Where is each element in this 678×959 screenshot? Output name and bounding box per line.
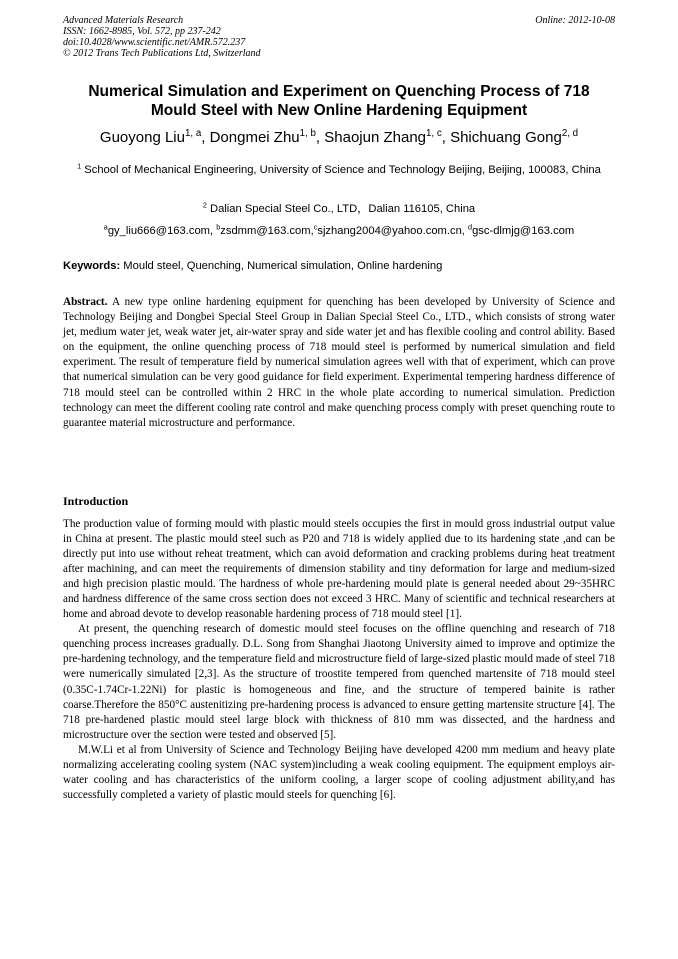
keywords-text: Mould steel, Quenching, Numerical simulation, Online hardening [120,260,443,272]
affiliation-2 [63,202,615,217]
author-affiliation-mark: 1, a [184,128,202,139]
affiliation-1 [63,163,615,178]
keywords-label: Keywords: [63,260,121,272]
email-mark: d [468,222,473,232]
abstract [63,295,615,431]
author-name: Dongmei Zhu [209,129,300,146]
affiliation-number: 1 [77,161,82,171]
paragraph: M.W.Li et al from University of Science and Technology Beijing have developed 4200 mm medium and heavy plate normalizing accelerating cooling system (NAC system)including a weak cooling equipment. The equipment employs air-water cooling and has characteristics of the uniform cooling, a larger scope of cooling adjustment ability,and has successfully completed a variety of plastic mould steels for quenching [6]. [63,743,615,801]
paragraph: The production value of forming mould with plastic mould steels occupies the first in mould gross industrial output value in China at present. The plastic mould steel such as P20 and 718 is widely applied due to its hardening state ,and can be directly put into use without reheat treatment, which can avoid deformation and cracking problems during heat treatment after machining, and can meet the requirements of dimension stability and tiny deformation for large and medium-sized and high precision plastic mould. The hardness of whole pre-hardening mould plate is general needed about 29~35HRC and hardness difference of the same cross section does not exceed 3 HRC. Many of scientific and technical researchers at home and abroad devote to develop reasonable hardening process of 718 mould steel [1]. [63,518,615,621]
paper-title [63,82,615,120]
author-affiliation-mark: 1, b [299,128,316,139]
email-mark: a [103,222,108,232]
online-date: Online: 2012-10-08 [535,15,615,26]
author-name: Guoyong Liu [99,129,185,146]
journal-name: Advanced Materials Research [63,15,184,26]
keywords [63,259,615,273]
email-mark: c [313,222,318,232]
affiliation-text: School of Mechanical Engineering, University of Science and Technology Beijing, Beijing, 100083, China [84,164,601,176]
author-name: Shaojun Zhang [324,129,426,146]
author-affiliation-mark: 1, c [426,128,442,139]
email-mark: b [216,222,221,232]
email-address: sjzhang2004@yahoo.com.cn, [317,225,469,237]
email-address: zsdmm@163.com, [220,225,314,237]
abstract-label: Abstract. [63,296,108,308]
author-separator: , [441,129,451,146]
author-separator: , [315,129,325,146]
copyright-line: © 2012 Trans Tech Publications Ltd, Switzerland [63,48,261,59]
doi-line: doi:10.4028/www.scientific.net/AMR.572.237 [63,37,246,48]
title-line-2: Mould Steel with New Online Hardening Equipment [150,102,528,119]
journal-header [63,15,261,59]
author-list [63,129,615,147]
email-address: gsc-dlmjg@163.com [472,225,575,237]
title-line-1: Numerical Simulation and Experiment on Quenching Process of 718 [88,83,590,100]
section-heading-introduction: Introduction [63,494,129,508]
issn-line: ISSN: 1662-8985, Vol. 572, pp 237-242 [63,26,221,37]
affiliation-text: Dalian Special Steel Co., LTD，Dalian 116105, China [210,203,476,215]
introduction-body [63,517,615,803]
author-separator: , [201,129,210,146]
author-affiliation-mark: 2, d [561,128,579,139]
email-list [63,224,615,239]
email-address: gy_liu666@163.com, [107,225,217,237]
author-name: Shichuang Gong [450,129,562,146]
affiliation-number: 2 [202,200,207,210]
paragraph: At present, the quenching research of domestic mould steel focuses on the offline quenching and research of 718 quenching process increases gradually. D.L. Song from Shanghai Jiaotong University aimed to improve and optimize the pre-hardening technology, and the temperature field and microstructure field of large-sized plastic mould made of steel 718 were numerically simulated [2,3]. As the structure of troostite tempered from quenched martensite of 718 mould steel (0.35C-1.74Cr-1.22Ni) for plastic is homogeneous and fine, and the structure of tempered bainite is rather coarse.Therefore the 850°C austenitizing pre-hardening process is advanced to ensure getting martensite structure [4]. The 718 pre-hardened plastic mould steel large block with thickness of 810 mm was dissected, and the hardness and microstructure over the section were tested and observed [5]. [63,623,615,741]
abstract-text: A new type online hardening equipment for quenching has been developed by University of Science and Technology Beijing and Dongbei Special Steel Group in Dalian Special Steel Co., LTD., which consists of strong water jet, medium water jet, weak water jet, air-water spray and side water jet and has flexible cooling and control ability. Based on the equipment, the online quenching process of 718 mould steel is performed by numerical simulation and field experiment. The result of temperature field by numerical simulation agrees well with that of experiment, which can prove that numerical simulation can be very good guidance for field experiment. Experimental tempering hardness difference of 718 mould steel can be controlled within 2 HRC in the whole plate according to numerical simulation. Prediction technology can meet the different cooling rate control and make quenching process comply with preset quenching route to guarantee material microstructure and performance. [63,296,615,429]
